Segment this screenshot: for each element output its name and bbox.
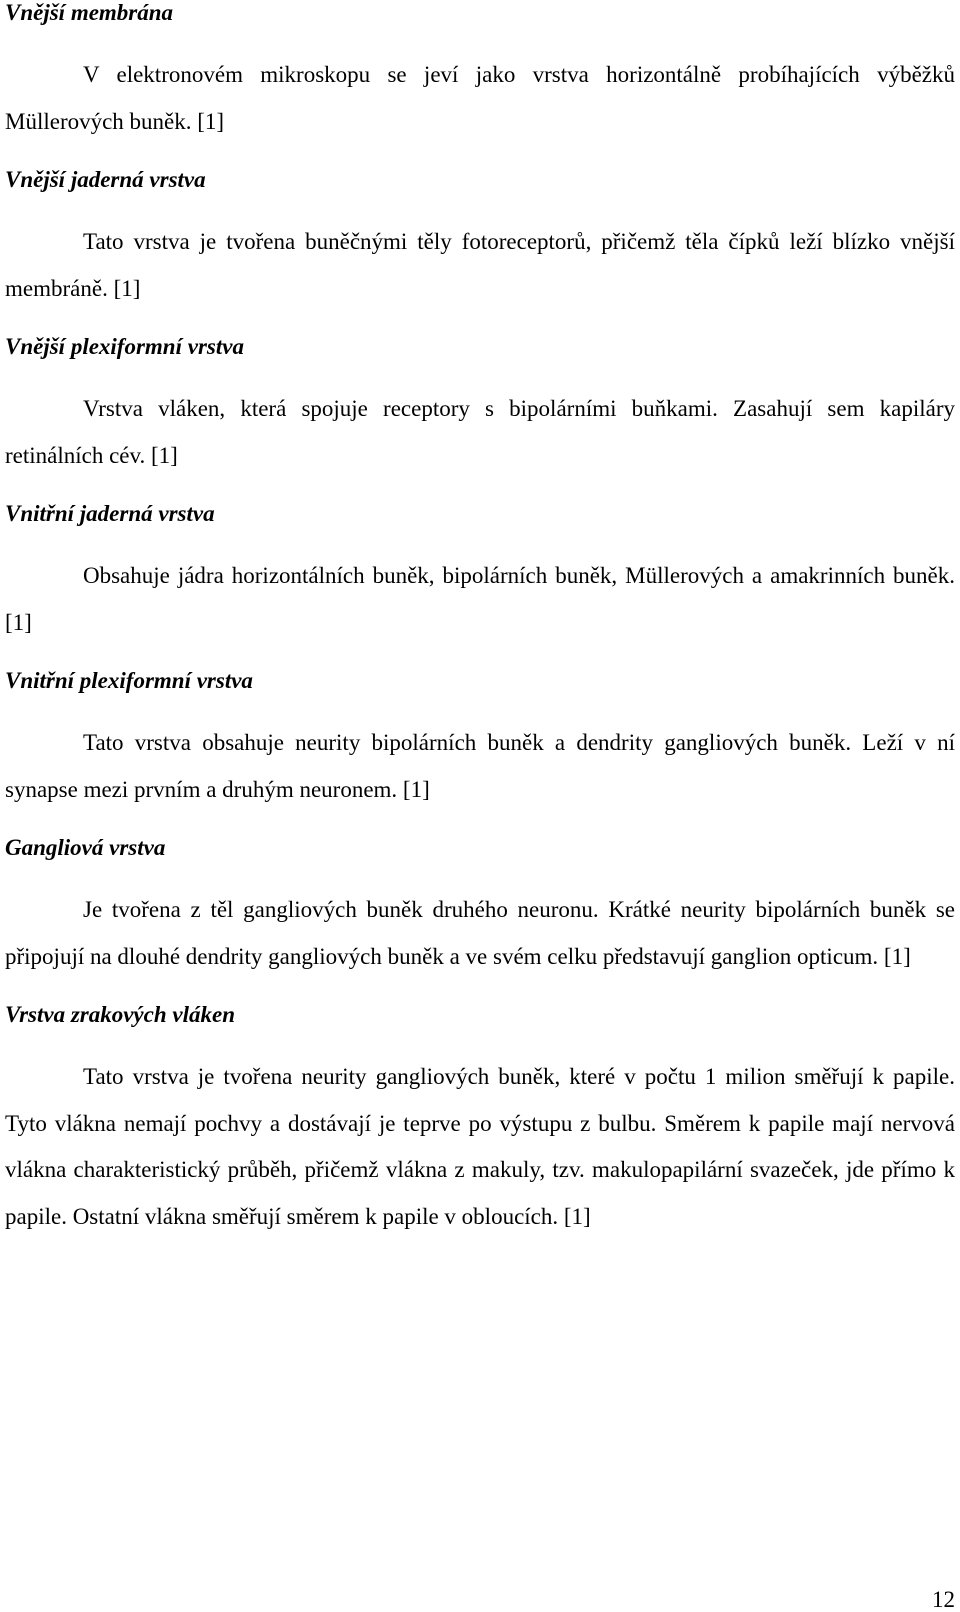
section-paragraph: V elektronovém mikroskopu se jeví jako vrstva horizontálně probíhajících výběžků Müllerových buněk. [1] — [5, 62, 955, 134]
section-paragraph: Tato vrstva je tvořena neurity gangliových buněk, které v počtu 1 milion směřují k papile. Tyto vlákna nemají pochvy a dostávají je teprve po výstupu z bulbu. Směrem k papile mají nervová vlákna charakteristický průběh, přičemž vlákna z makuly, tzv. makulopapilární svazeček, jde přímo k papile. Ostatní vlákna směřují směrem k papile v obloucích. [1] — [5, 1064, 955, 1229]
document-body — [5, 0, 955, 1240]
section-outer-membrane — [5, 0, 955, 145]
section-heading: Vnitřní jaderná vrstva — [5, 501, 215, 526]
section-nerve-fiber-layer — [5, 1002, 955, 1240]
section-ganglion-layer — [5, 835, 955, 980]
section-paragraph: Je tvořena z těl gangliových buněk druhého neuronu. Krátké neurity bipolárních buněk se připojují na dlouhé dendrity gangliových buněk a ve svém celku představují ganglion opticum. [1] — [5, 897, 955, 969]
section-heading: Vnější jaderná vrstva — [5, 167, 206, 192]
section-paragraph: Tato vrstva je tvořena buněčnými těly fotoreceptorů, přičemž těla čípků leží blízko vnější membráně. [1] — [5, 229, 955, 301]
section-paragraph: Vrstva vláken, která spojuje receptory s bipolárními buňkami. Zasahují sem kapiláry retinálních cév. [1] — [5, 396, 955, 468]
section-inner-plexiform-layer — [5, 668, 955, 813]
page-number: 12 — [932, 1587, 955, 1612]
section-paragraph: Tato vrstva obsahuje neurity bipolárních buněk a dendrity gangliových buněk. Leží v ní synapse mezi prvním a druhým neuronem. [1] — [5, 730, 955, 802]
section-heading: Vnitřní plexiformní vrstva — [5, 668, 253, 693]
section-inner-nuclear-layer — [5, 501, 955, 646]
section-paragraph: Obsahuje jádra horizontálních buněk, bipolárních buněk, Müllerových a amakrinních buněk. [1] — [5, 563, 955, 635]
section-outer-plexiform-layer — [5, 334, 955, 479]
section-heading: Vrstva zrakových vláken — [5, 1002, 235, 1027]
section-heading: Gangliová vrstva — [5, 835, 166, 860]
section-outer-nuclear-layer — [5, 167, 955, 312]
section-heading: Vnější membrána — [5, 0, 174, 25]
section-heading: Vnější plexiformní vrstva — [5, 334, 244, 359]
